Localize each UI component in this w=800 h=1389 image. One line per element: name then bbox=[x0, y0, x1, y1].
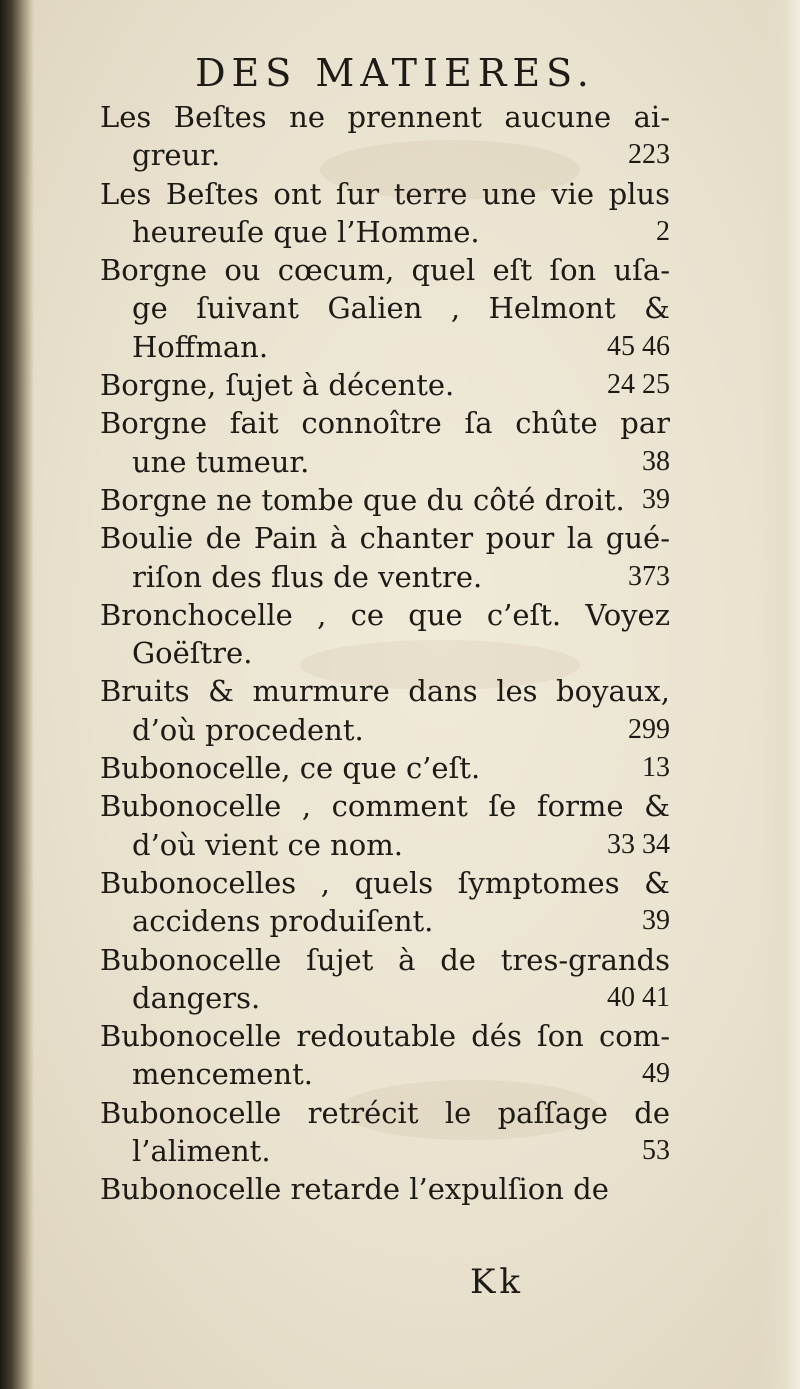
entry-text: Les Beſtes ne prennent aucune ai- bbox=[100, 100, 670, 134]
entry-continuation bbox=[100, 328, 670, 366]
page-reference: 2 bbox=[656, 215, 670, 247]
index-entry bbox=[100, 1017, 670, 1094]
entry-text: mencement. bbox=[132, 1057, 313, 1092]
entry-continuation bbox=[100, 979, 670, 1017]
entry-headline bbox=[100, 864, 670, 902]
entry-headline bbox=[100, 1017, 670, 1055]
entry-text: Borgne, ſujet à décente. bbox=[100, 368, 455, 403]
page-reference: 24 25 bbox=[607, 369, 670, 401]
running-head: DES MATIERES. bbox=[195, 51, 595, 95]
index-entry bbox=[100, 1094, 670, 1171]
page-reference: 40 41 bbox=[607, 981, 670, 1013]
entry-headline bbox=[100, 941, 670, 979]
entry-text: Bubonocelle retarde l’expulſion de bbox=[100, 1172, 609, 1207]
entry-headline bbox=[100, 749, 670, 787]
entry-headline bbox=[100, 98, 670, 136]
entry-continuation bbox=[100, 289, 670, 327]
signature-mark: Kk bbox=[470, 1262, 525, 1302]
entry-headline bbox=[100, 175, 670, 213]
entry-text: dangers. bbox=[132, 980, 261, 1015]
entry-text: heureuſe que l’Homme. bbox=[132, 214, 480, 249]
index-entry bbox=[100, 787, 670, 864]
binding-gutter bbox=[0, 0, 34, 1389]
entry-text: Goëſtre. bbox=[132, 636, 253, 671]
entry-headline bbox=[100, 1094, 670, 1132]
entry-text: Bubonocelle, ce que c’eſt. bbox=[100, 751, 481, 786]
index-entry bbox=[100, 366, 670, 404]
index-entries bbox=[100, 98, 670, 1209]
entry-headline bbox=[100, 481, 670, 519]
entry-text: Boulie de Pain à chanter pour la gué- bbox=[100, 521, 670, 556]
entry-headline bbox=[100, 251, 670, 289]
entry-continuation bbox=[100, 902, 670, 940]
page-edge bbox=[760, 0, 800, 1389]
entry-headline bbox=[100, 519, 670, 557]
entry-continuation bbox=[100, 136, 670, 174]
entry-text: l’aliment. bbox=[132, 1134, 271, 1169]
index-entry bbox=[100, 98, 670, 175]
entry-text: Bruits & murmure dans les boyaux, bbox=[100, 674, 670, 709]
index-text-block bbox=[100, 48, 670, 1209]
entry-text: Bronchocelle , ce que c’eſt. Voyez bbox=[100, 597, 670, 632]
entry-headline bbox=[100, 672, 670, 710]
entry-text: Bubonocelle retrécit le paſſage de bbox=[100, 1095, 670, 1130]
index-entry bbox=[100, 941, 670, 1018]
entry-text: Borgne ne tombe que du côté droit. bbox=[100, 482, 625, 517]
entry-continuation bbox=[100, 634, 670, 672]
entry-text: accidens produiſent. bbox=[132, 904, 434, 939]
entry-text: greur. bbox=[132, 138, 221, 173]
index-entry bbox=[100, 596, 670, 673]
entry-text: Bubonocelles , quels ſymptomes & bbox=[100, 865, 670, 900]
index-entry bbox=[100, 672, 670, 749]
entry-headline bbox=[100, 596, 670, 634]
entry-continuation bbox=[100, 1132, 670, 1170]
index-entry bbox=[100, 749, 670, 787]
page-reference: 39 bbox=[642, 905, 670, 937]
entry-text: Bubonocelle ſujet à de tres-grands bbox=[100, 942, 670, 977]
entry-headline bbox=[100, 366, 670, 404]
entry-text: Borgne fait connoître ſa chûte par bbox=[100, 406, 670, 441]
index-entry bbox=[100, 519, 670, 596]
entry-text: d’où procedent. bbox=[132, 712, 364, 747]
page-reference: 53 bbox=[642, 1135, 670, 1167]
index-entry bbox=[100, 481, 670, 519]
page-reference: 45 46 bbox=[607, 330, 670, 362]
page-reference: 13 bbox=[642, 752, 670, 784]
entry-continuation bbox=[100, 443, 670, 481]
entry-continuation bbox=[100, 1055, 670, 1093]
entry-text: d’où vient ce nom. bbox=[132, 827, 403, 862]
page-reference: 39 bbox=[642, 483, 670, 515]
entry-continuation bbox=[100, 558, 670, 596]
page-reference: 299 bbox=[628, 713, 670, 745]
entry-text: Borgne ou cœcum, quel eſt ſon uſa- bbox=[100, 253, 670, 288]
entry-headline bbox=[100, 787, 670, 825]
entry-continuation bbox=[100, 711, 670, 749]
page-reference: 33 34 bbox=[607, 828, 670, 860]
entry-text: Les Beſtes ont ſur terre une vie plus bbox=[100, 176, 670, 211]
entry-text: Bubonocelle , comment ſe forme & bbox=[100, 789, 670, 824]
entry-text: riſon des flus de ventre. bbox=[132, 559, 483, 594]
index-entry bbox=[100, 251, 670, 366]
entry-continuation bbox=[100, 826, 670, 864]
page-reference: 38 bbox=[642, 445, 670, 477]
entry-text: Hoffman. bbox=[132, 329, 269, 364]
index-entry bbox=[100, 404, 670, 481]
entry-continuation bbox=[100, 213, 670, 251]
index-entry bbox=[100, 1170, 670, 1208]
page-reference: 373 bbox=[628, 560, 670, 592]
entry-headline bbox=[100, 1170, 670, 1208]
page-reference: 49 bbox=[642, 1058, 670, 1090]
entry-text: ge ſuivant Galien , Helmont & bbox=[132, 291, 670, 326]
index-entry bbox=[100, 175, 670, 252]
entry-text: Bubonocelle redoutable dés ſon com- bbox=[100, 1019, 670, 1054]
entry-headline bbox=[100, 404, 670, 442]
page-reference: 223 bbox=[628, 139, 670, 171]
index-entry bbox=[100, 864, 670, 941]
entry-text: une tumeur. bbox=[132, 444, 310, 479]
